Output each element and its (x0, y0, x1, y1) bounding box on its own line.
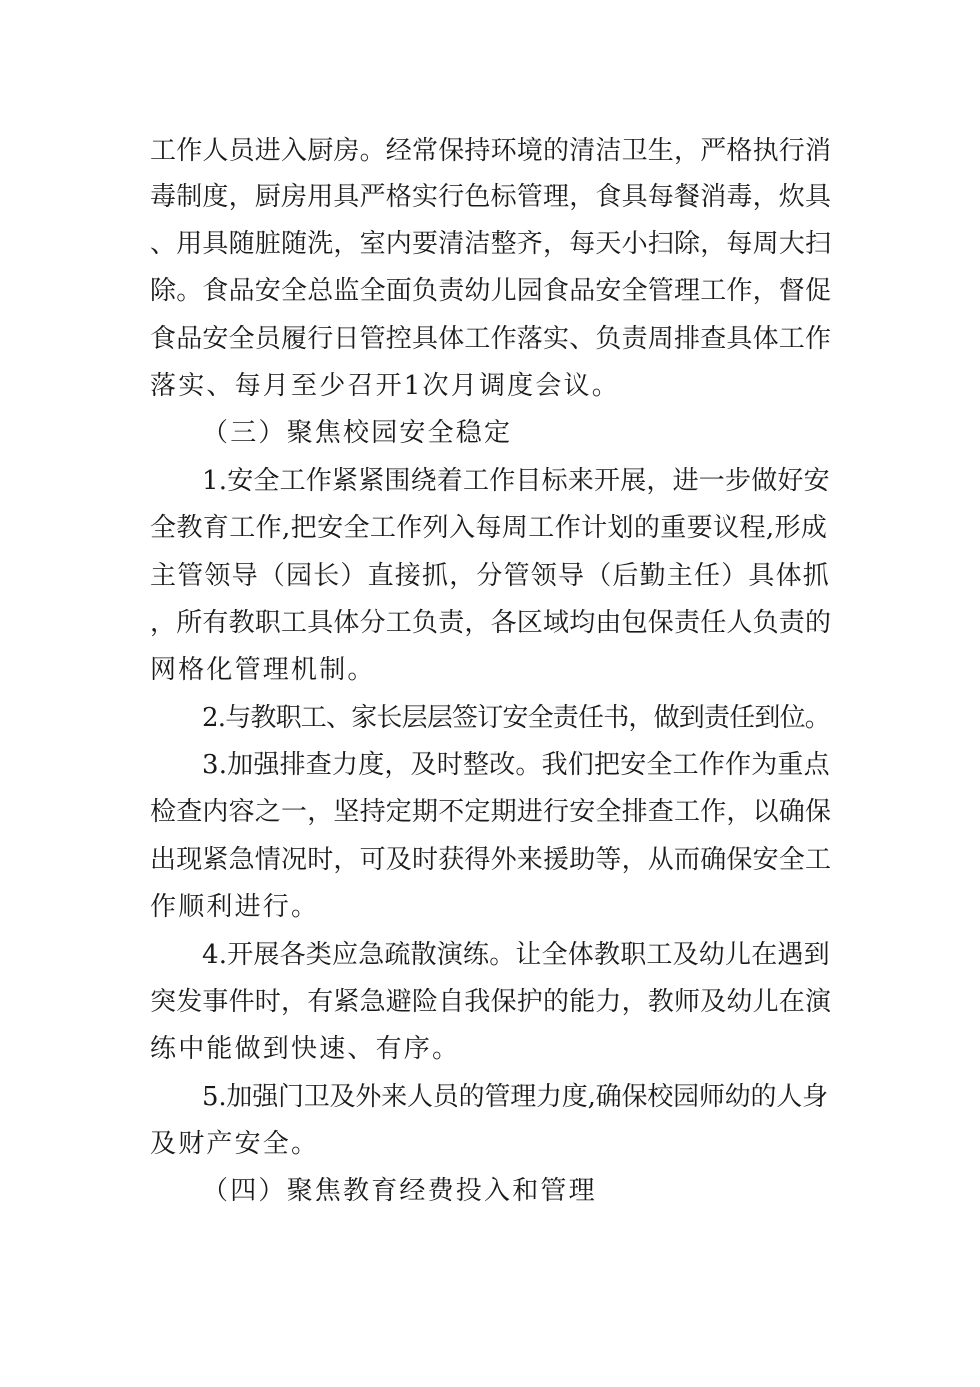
paragraph-line: 食品安全员履行日管控具体工作落实、负责周排查具体工作 (150, 324, 832, 354)
paragraph-line: 突发事件时，有紧急避险自我保护的能力，教师及幼儿在演 (150, 987, 832, 1017)
paragraph-line: 落实、每月至少召开1次月调度会议。 (150, 371, 620, 401)
list-item-1: 1.安全工作紧紧围绕着工作目标来开展，进一步做好安 (202, 466, 830, 496)
list-item-3: 3.加强排查力度，及时整改。我们把安全工作作为重点 (202, 750, 830, 780)
paragraph-line: 工作人员进入厨房。经常保持环境的清洁卫生，严格执行消 (150, 136, 832, 166)
paragraph-line: 练中能做到快速、有序。 (150, 1034, 461, 1064)
paragraph-line: 出现紧急情况时，可及时获得外来援助等，从而确保安全工 (150, 845, 832, 875)
paragraph-line: 、用具随脏随洗，室内要清洁整齐，每天小扫除，每周大扫 (150, 229, 832, 259)
paragraph-line: 毒制度，厨房用具严格实行色标管理，食具每餐消毒，炊具 (150, 182, 832, 212)
paragraph-line: 网格化管理机制。 (150, 655, 376, 685)
section-heading-3: （三）聚焦校园安全稳定 (202, 418, 513, 448)
paragraph-line: ，所有教职工具体分工负责，各区域均由包保责任人负责的 (150, 608, 832, 638)
list-item-2: 2.与教职工、家长层层签订安全责任书，做到责任到位。 (202, 703, 831, 733)
paragraph-line: 及财产安全。 (150, 1129, 320, 1159)
paragraph-line: 主管领导（园长）直接抓，分管领导（后勤主任）具体抓 (150, 561, 831, 591)
section-heading-4: （四）聚焦教育经费投入和管理 (202, 1176, 597, 1206)
list-item-4: 4.开展各类应急疏散演练。让全体教职工及幼儿在遇到 (202, 940, 830, 970)
list-item-5: 5.加强门卫及外来人员的管理力度,确保校园师幼的人身 (202, 1082, 828, 1112)
paragraph-line: 全教育工作,把安全工作列入每周工作计划的重要议程,形成 (150, 513, 828, 543)
paragraph-line: 作顺利进行。 (150, 892, 320, 922)
paragraph-line: 检查内容之一，坚持定期不定期进行安全排查工作，以确保 (150, 797, 832, 827)
paragraph-line: 除。食品安全总监全面负责幼儿园食品安全管理工作，督促 (150, 276, 832, 306)
